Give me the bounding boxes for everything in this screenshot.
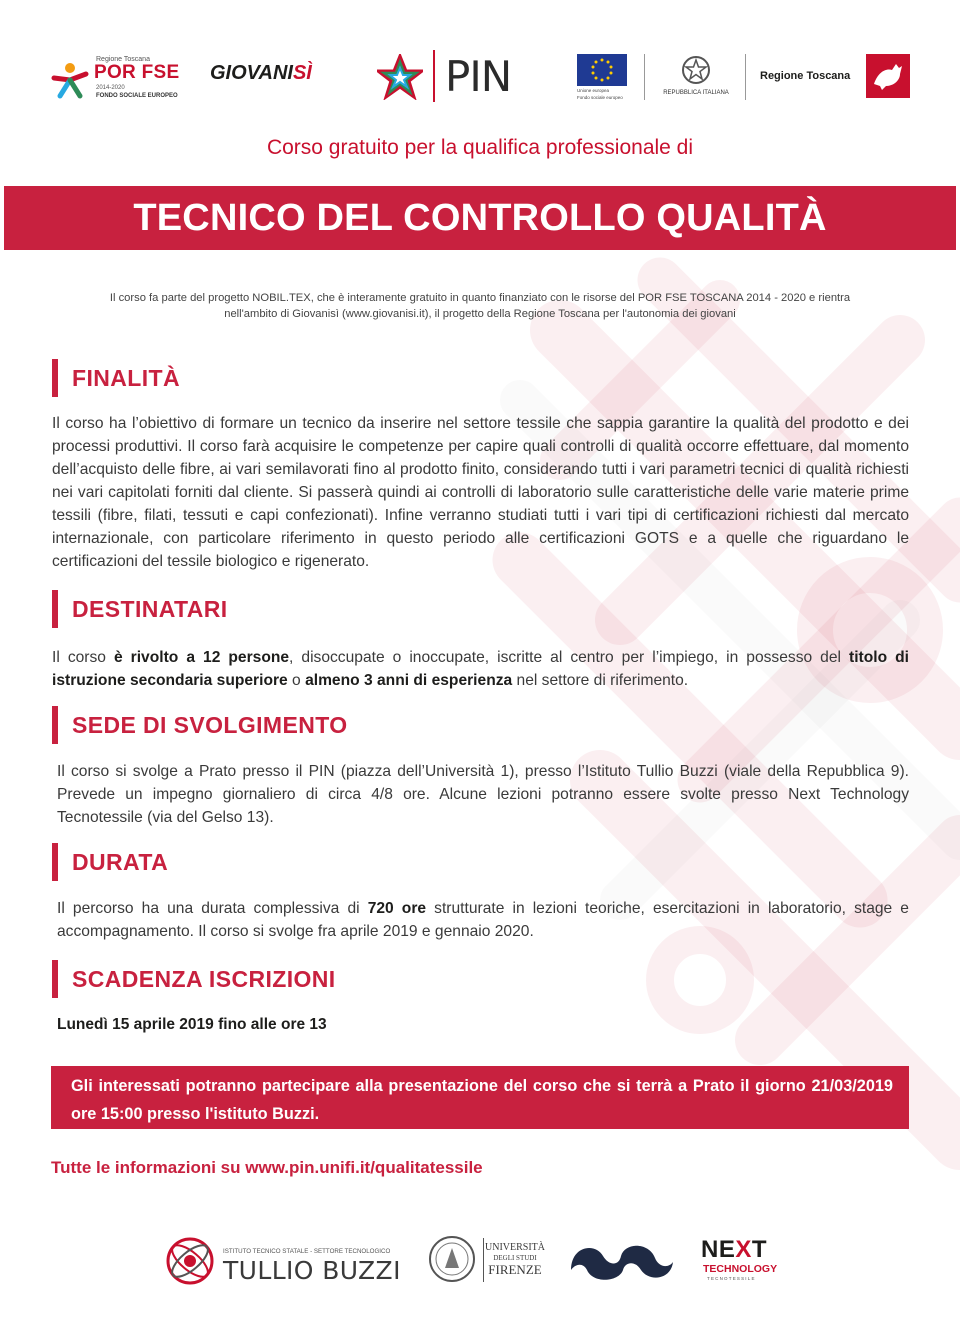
next-main: NE — [701, 1236, 736, 1263]
durata-part-2: strutturate in lezioni teoriche, esercitazioni in laboratorio, stage e accompagnamento. Il corso si svolge fra aprile 2019 e gennaio 2020. — [57, 900, 909, 940]
intro-line-2: nell'ambito di Giovanisì (www.giovanisi.it), il progetto della Regione Toscana per l'autonomia dei giovani — [224, 308, 736, 320]
destinatari-bold-2: titolo di istruzione secondaria superiore — [52, 649, 909, 689]
next-t: T — [751, 1236, 768, 1263]
por-fse-years: 2014-2020 — [96, 85, 125, 91]
presentation-notice — [51, 1066, 909, 1129]
section-bar — [52, 359, 58, 397]
regione-toscana-flag-icon — [866, 54, 910, 98]
eu-caption-2: Fondo sociale europeo — [577, 95, 623, 100]
footer-logos — [165, 1230, 795, 1292]
finalita-text: Il corso ha l’obiettivo di formare un tecnico da inserire nel settore tessile che sappia garantire la qualità del prodotto e dei processi produttivi. Il corso farà acquisire le competenze per capire quali controlli di qualità occorre effettuare, dal momento dell’acquisto delle fibre, ai vari semilavorati fino al prodotto finito, considerando tutti i vari parametri tecnici di qualità richiesti nei vari capitolati forniti dal cliente. Si passerà quindi ai controlli di laboratorio sulle caratteristiche delle varie materie prime tessili (fibre, filati, tessuti e capi confezionati). Infine verranno studiati tutti i vari tipi di certificazioni richiesti dal mercato internazionale, con particolare riferimento in questo periodo alle certificazioni GOTS e a quelle che riguardano le certificazioni del tessile biologico e rigenerato. — [52, 415, 909, 570]
sede-text: Il corso si svolge a Prato presso il PIN (piazza dell’Università 1), presso l’Istituto Tullio Buzzi (viale della Repubblica 9). Prevede un impegno giornaliero di circa 4/8 ore. Alcune lezioni potranno essere svolte presso Next Technology Tecnotessile (via del Gelso 13). — [57, 763, 909, 826]
course-subtitle: Corso gratuito per la qualifica professionale di — [266, 136, 694, 159]
logo-separator — [745, 54, 746, 100]
por-fse-title: POR FSE — [94, 62, 180, 83]
durata-text — [57, 897, 909, 943]
unifi-line-3: FIRENZE — [488, 1262, 542, 1277]
heading-scadenza: SCADENZA ISCRIZIONI — [72, 966, 336, 992]
unifi-line-1: UNIVERSITÀ — [485, 1242, 545, 1253]
intro-text — [60, 290, 900, 322]
repubblica-caption: REPUBBLICA ITALIANA — [663, 90, 729, 96]
tullio-buzzi-logo — [165, 1234, 405, 1288]
next-technology-logo — [701, 1236, 793, 1286]
pin-star-icon — [377, 54, 423, 100]
heading-durata: DURATA — [72, 849, 169, 875]
regione-toscana-label: Regione Toscana — [760, 70, 851, 82]
logo-separator — [644, 54, 645, 100]
section-bar — [52, 960, 58, 998]
durata-part-1: Il percorso ha una durata complessiva di — [57, 900, 368, 917]
pin-logo-text: PIN — [445, 52, 512, 101]
unifi-logo — [427, 1232, 547, 1290]
buzzi-emblem-icon — [165, 1236, 215, 1286]
italian-emblem-icon — [680, 54, 712, 86]
next-x: X — [735, 1236, 752, 1263]
header-logos — [50, 48, 910, 106]
info-link[interactable]: Tutte le informazioni su www.pin.unifi.it/qualitatessile — [51, 1158, 483, 1177]
pin-divider — [433, 50, 435, 102]
intro-line-1: Il corso fa parte del progetto NOBIL.TEX, che è interamente gratuito in quanto finanziato con le risorse del POR FSE TOSCANA 2014 - 2020 e rientra — [109, 292, 851, 304]
next-subtitle: TECHNOLOGY — [703, 1263, 778, 1275]
destinatari-part-2: , disoccupate o inoccupate, iscritte al centro per l’impiego, in possesso del — [289, 649, 850, 666]
giovanisi-main: GIOVANI — [210, 62, 293, 84]
section-bar — [52, 706, 58, 744]
deadline-text: Lunedì 15 aprile 2019 fino alle ore 13 — [57, 1016, 327, 1033]
title-banner — [4, 186, 956, 250]
destinatari-part-4: nel settore di riferimento. — [512, 672, 689, 689]
giovanisi-logo — [210, 62, 312, 85]
destinatari-bold-1: è rivolto a 12 persone — [113, 649, 290, 666]
notice-text: Gli interessati potranno partecipare alla presentazione del corso che si terrà a Prato il giorno 21/03/2019 ore 15:00 presso l'istituto Buzzi. — [71, 1077, 893, 1123]
repubblica-italiana-logo — [660, 54, 732, 104]
buzzi-subtitle: ISTITUTO TECNICO STATALE - SETTORE TECNOLOGICO — [223, 1248, 391, 1255]
unifi-line-2: DEGLI STUDI — [493, 1254, 537, 1262]
giovanisi-accent: SÌ — [292, 62, 312, 84]
eu-logo — [577, 54, 629, 104]
heading-sede: SEDE DI SVOLGIMENTO — [72, 712, 348, 738]
next-wordmark — [701, 1236, 767, 1264]
section-bar — [52, 590, 58, 628]
buzzi-name: TULLIO BUZZI — [223, 1256, 401, 1285]
por-fse-fund: FONDO SOCIALE EUROPEO — [96, 93, 178, 99]
eu-flag-icon — [577, 54, 627, 86]
waves-logo-icon — [569, 1236, 675, 1286]
unifi-seal-icon — [427, 1234, 477, 1284]
durata-bold-1: 720 ore — [367, 900, 427, 917]
eu-caption-1: Unione europea — [577, 88, 610, 93]
destinatari-part-3: o — [287, 672, 306, 689]
por-fse-region: Regione Toscana — [96, 56, 150, 63]
por-fse-figure-icon — [50, 60, 90, 100]
por-fse-logo — [50, 52, 190, 102]
destinatari-part-1: Il corso — [52, 649, 114, 666]
destinatari-text — [52, 646, 909, 692]
section-bar — [52, 843, 58, 881]
next-tiny-text: TECNOTESSILE — [707, 1276, 756, 1281]
course-title: TECNICO DEL CONTROLLO QUALITÀ — [133, 197, 827, 239]
heading-finalita: FINALITÀ — [72, 365, 180, 391]
destinatari-bold-3: almeno 3 anni di esperienza — [305, 672, 513, 689]
heading-destinatari: DESTINATARI — [72, 596, 228, 622]
